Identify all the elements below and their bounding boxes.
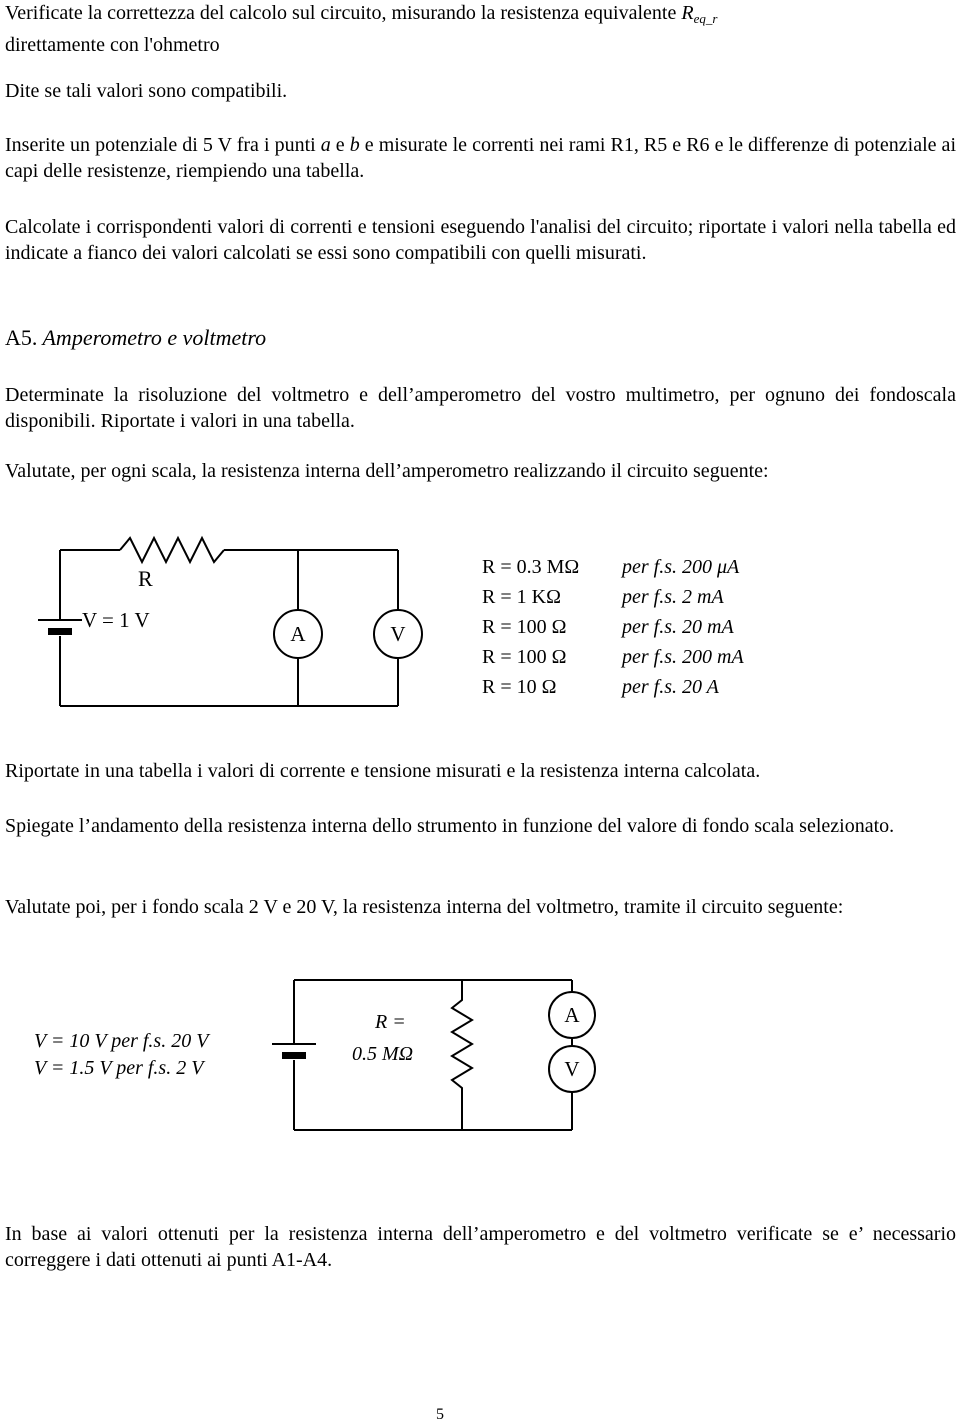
setting-fs: per f.s. 200 μA	[622, 556, 740, 578]
settings-list	[482, 556, 744, 698]
paragraph-text: Verificate la correttezza del calcolo sul circuito, misurando la resistenza equivalente	[5, 2, 682, 24]
battery-short-plate	[282, 1052, 306, 1059]
source-label: V = 1 V	[82, 608, 150, 632]
paragraph-conclusion: In base ai valori ottenuti per la resistenza interna dell’amperometro e del voltmetro verificate se e’ necessario correggere i dati ottenuti ai punti A1-A4.	[5, 1223, 956, 1271]
resistance-label-line2: 0.5 MΩ	[352, 1043, 414, 1065]
section-heading	[5, 324, 266, 352]
paragraph-text: e	[330, 134, 350, 156]
ammeter-label: A	[564, 1003, 580, 1027]
section-title: Amperometro e voltmetro	[37, 325, 267, 350]
setting-fs: per f.s. 20 mA	[622, 616, 734, 638]
ammeter-circuit-diagram	[0, 520, 960, 720]
paragraph-compatibility: Dite se tali valori sono compatibili.	[5, 80, 288, 102]
symbol-r: R	[681, 2, 694, 24]
paragraph-explain-trend: Spiegate l’andamento della resistenza interna dello strumento in funzione del valore di fondo scala selezionato.	[5, 815, 895, 837]
point-a: a	[320, 134, 331, 156]
battery-short-plate	[48, 628, 72, 635]
setting-r: R = 1 KΩ	[482, 586, 561, 608]
voltmeter-label: V	[564, 1057, 580, 1081]
symbol-subscript: eq_r	[693, 11, 718, 26]
voltmeter-label: V	[390, 622, 406, 646]
resistance-label-line1: R =	[375, 1011, 406, 1033]
resistor-label: R	[138, 566, 153, 591]
setting-line-1: V = 10 V per f.s. 20 V	[34, 1030, 209, 1052]
setting-fs: per f.s. 20 A	[622, 676, 719, 698]
section-number: A5.	[5, 325, 38, 350]
paragraph-text: Inserite un potenziale di 5 V fra i punti	[5, 134, 321, 156]
paragraph-ammeter-circuit: Valutate, per ogni scala, la resistenza interna dell’amperometro realizzando il circuito seguente:	[5, 460, 769, 482]
setting-r: R = 100 Ω	[482, 616, 567, 638]
setting-r: R = 0.3 MΩ	[482, 556, 580, 578]
setting-r: R = 10 Ω	[482, 676, 557, 698]
page-number: 5	[436, 1406, 444, 1423]
setting-r: R = 100 Ω	[482, 646, 567, 668]
setting-fs: per f.s. 200 mA	[622, 646, 744, 668]
paragraph-report-table: Riportate in una tabella i valori di corrente e tensione misurati e la resistenza interna calcolata.	[5, 760, 761, 782]
paragraph-voltmeter-circuit: Valutate poi, per i fondo scala 2 V e 20 V, la resistenza interna del voltmetro, tramite il circuito seguente:	[5, 896, 844, 918]
paragraph-text: direttamente con l'ohmetro	[5, 34, 220, 56]
voltmeter-circuit-diagram	[0, 970, 960, 1140]
point-b: b	[349, 134, 360, 156]
resistor-r	[452, 980, 472, 1130]
paragraph-verify-equivalent-resistance	[5, 0, 956, 58]
paragraph-resolution: Determinate la risoluzione del voltmetro e dell’amperometro del vostro multimetro, per ognuno dei fondoscala disponibili. Riportate i valori in una tabella.	[5, 384, 956, 432]
paragraph-insert-potential	[5, 132, 956, 184]
paragraph-calculate: Calcolate i corrispondenti valori di correnti e tensioni eseguendo l'analisi del circuito; riportate i valori nella tabella ed indicate a fianco dei valori calcolati se essi sono compatibili con quelli misurati.	[5, 216, 956, 264]
paragraph-text: e misurate le correnti nei rami R1, R5 e R6 e le differenze di potenziale ai capi delle resistenze, riempiendo una tabella.	[5, 134, 956, 182]
ammeter-label: A	[290, 622, 306, 646]
resistor-r	[120, 538, 224, 562]
setting-fs: per f.s. 2 mA	[622, 586, 724, 608]
setting-line-2: V = 1.5 V per f.s. 2 V	[34, 1057, 204, 1079]
